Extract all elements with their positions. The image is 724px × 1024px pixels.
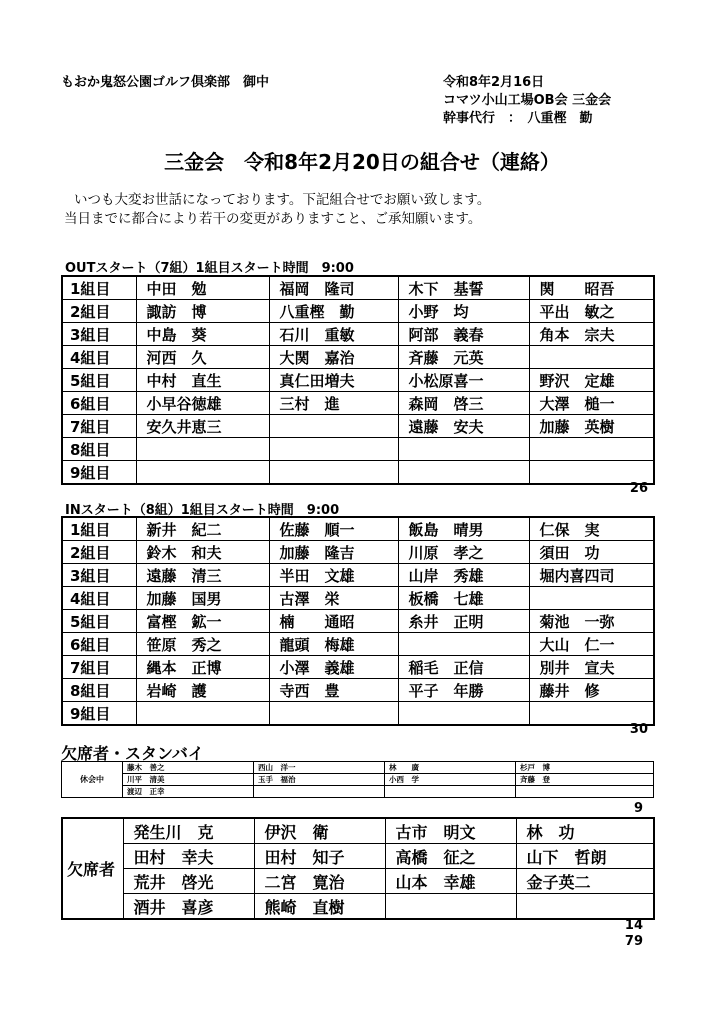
table-row bbox=[62, 633, 654, 656]
group-label: 8組目 bbox=[62, 438, 136, 461]
player-cell: 堀内喜四司 bbox=[529, 564, 654, 587]
player-cell: 佐藤 順一 bbox=[269, 517, 398, 541]
player-cell: 飯島 晴男 bbox=[398, 517, 529, 541]
player-cell: 板橋 七雄 bbox=[398, 587, 529, 610]
out-pairing-table bbox=[61, 275, 655, 485]
out-count: 26 bbox=[629, 481, 648, 496]
player-cell: 大山 仁一 bbox=[529, 633, 654, 656]
standby-cell: 玉手 福治 bbox=[254, 774, 385, 786]
player-cell: 仁保 実 bbox=[529, 517, 654, 541]
table-row bbox=[62, 300, 654, 323]
player-cell bbox=[398, 461, 529, 485]
table-row bbox=[62, 438, 654, 461]
player-cell: 岩崎 護 bbox=[136, 679, 269, 702]
standby-cell: 川平 清美 bbox=[123, 774, 254, 786]
player-cell: 菊池 一弥 bbox=[529, 610, 654, 633]
player-cell bbox=[269, 415, 398, 438]
absent-cell: 酒井 喜彦 bbox=[123, 894, 254, 920]
absent-cell: 熊崎 直樹 bbox=[254, 894, 385, 920]
absent-cell bbox=[385, 894, 516, 920]
table-row bbox=[62, 323, 654, 346]
table-row bbox=[62, 346, 654, 369]
group-label: 4組目 bbox=[62, 587, 136, 610]
player-cell: 富樫 鉱一 bbox=[136, 610, 269, 633]
absent-cell bbox=[516, 894, 654, 920]
in-pairing-table bbox=[61, 516, 655, 726]
player-cell: 平子 年勝 bbox=[398, 679, 529, 702]
player-cell: 八重樫 勤 bbox=[269, 300, 398, 323]
table-row bbox=[62, 541, 654, 564]
out-caption: OUTスタート（7組）1組目スタート時間 9:00 bbox=[65, 261, 354, 276]
player-cell: 縄本 正博 bbox=[136, 656, 269, 679]
table-row bbox=[62, 610, 654, 633]
player-cell: 三村 進 bbox=[269, 392, 398, 415]
player-cell: 木下 基誓 bbox=[398, 276, 529, 300]
standby-cell: 小西 学 bbox=[385, 774, 516, 786]
group-label: 7組目 bbox=[62, 656, 136, 679]
group-label: 9組目 bbox=[62, 702, 136, 726]
player-cell: 鈴木 和夫 bbox=[136, 541, 269, 564]
intro-line-2: 当日までに都合により若干の変更がありますこと、ご承知願います。 bbox=[64, 211, 482, 227]
addressee: もおか鬼怒公園ゴルフ倶楽部 御中 bbox=[61, 75, 270, 90]
player-cell: 小野 均 bbox=[398, 300, 529, 323]
standby-count: 9 bbox=[633, 801, 643, 816]
page-title: 三金会 令和8年2月20日の組合せ（連絡） bbox=[164, 150, 560, 174]
player-cell: 石川 重敏 bbox=[269, 323, 398, 346]
standby-cell: 斉藤 登 bbox=[516, 774, 654, 786]
absent-label: 欠席者 bbox=[62, 818, 123, 919]
player-cell bbox=[398, 702, 529, 726]
absent-cell: 高橋 征之 bbox=[385, 844, 516, 869]
table-row bbox=[62, 786, 654, 798]
player-cell: 森岡 啓三 bbox=[398, 392, 529, 415]
player-cell bbox=[136, 461, 269, 485]
absent-cell: 金子英二 bbox=[516, 869, 654, 894]
player-cell: 笹原 秀之 bbox=[136, 633, 269, 656]
table-row bbox=[62, 276, 654, 300]
table-row bbox=[62, 774, 654, 786]
organizer: 幹事代行 ： 八重樫 勤 bbox=[443, 111, 593, 126]
player-cell bbox=[269, 702, 398, 726]
player-cell: 加藤 国男 bbox=[136, 587, 269, 610]
absent-table bbox=[61, 817, 655, 920]
player-cell: 小澤 義雄 bbox=[269, 656, 398, 679]
table-row bbox=[62, 564, 654, 587]
standby-cell: 林 廣 bbox=[385, 762, 516, 774]
player-cell: 別井 宣夫 bbox=[529, 656, 654, 679]
table-row bbox=[62, 392, 654, 415]
player-cell: 新井 紀二 bbox=[136, 517, 269, 541]
player-cell bbox=[136, 438, 269, 461]
group-label: 5組目 bbox=[62, 610, 136, 633]
player-cell: 中田 勉 bbox=[136, 276, 269, 300]
absent-cell: 荒井 啓光 bbox=[123, 869, 254, 894]
absent-count: 14 bbox=[624, 918, 643, 933]
standby-cell: 杉戸 博 bbox=[516, 762, 654, 774]
player-cell bbox=[269, 438, 398, 461]
player-cell: 野沢 定雄 bbox=[529, 369, 654, 392]
table-row bbox=[62, 415, 654, 438]
issue-date: 令和8年2月16日 bbox=[443, 75, 545, 90]
standby-cell: 西山 洋一 bbox=[254, 762, 385, 774]
player-cell: 須田 功 bbox=[529, 541, 654, 564]
player-cell: 楠 通昭 bbox=[269, 610, 398, 633]
group-label: 6組目 bbox=[62, 633, 136, 656]
in-count: 30 bbox=[629, 722, 648, 737]
player-cell: 山岸 秀雄 bbox=[398, 564, 529, 587]
player-cell: 川原 孝之 bbox=[398, 541, 529, 564]
table-row bbox=[62, 894, 654, 920]
group-label: 7組目 bbox=[62, 415, 136, 438]
player-cell bbox=[398, 633, 529, 656]
table-row bbox=[62, 369, 654, 392]
table-row bbox=[62, 844, 654, 869]
group-label: 6組目 bbox=[62, 392, 136, 415]
group-label: 8組目 bbox=[62, 679, 136, 702]
player-cell: 角本 宗夫 bbox=[529, 323, 654, 346]
player-cell: 藤井 修 bbox=[529, 679, 654, 702]
player-cell bbox=[529, 346, 654, 369]
player-cell: 遠藤 清三 bbox=[136, 564, 269, 587]
table-row bbox=[62, 762, 654, 774]
table-row bbox=[62, 517, 654, 541]
kyukai-table bbox=[61, 761, 654, 798]
absent-cell: 田村 知子 bbox=[254, 844, 385, 869]
player-cell: 大澤 槌一 bbox=[529, 392, 654, 415]
absent-cell: 田村 幸夫 bbox=[123, 844, 254, 869]
player-cell: 遠藤 安夫 bbox=[398, 415, 529, 438]
player-cell: 加藤 英樹 bbox=[529, 415, 654, 438]
absent-cell: 伊沢 衛 bbox=[254, 818, 385, 844]
intro-line-1: いつも大変お世話になっております。下記組合せでお願い致します。 bbox=[74, 192, 491, 208]
group-label: 2組目 bbox=[62, 541, 136, 564]
standby-title: 欠席者・スタンバイ bbox=[61, 744, 204, 763]
group-label: 9組目 bbox=[62, 461, 136, 485]
player-cell: 小早谷徳雄 bbox=[136, 392, 269, 415]
player-cell: 斉藤 元英 bbox=[398, 346, 529, 369]
player-cell: 稲毛 正信 bbox=[398, 656, 529, 679]
player-cell: 寺西 豊 bbox=[269, 679, 398, 702]
table-row bbox=[62, 656, 654, 679]
standby-cell: 藤木 善之 bbox=[123, 762, 254, 774]
standby-cell bbox=[385, 786, 516, 798]
player-cell: 安久井恵三 bbox=[136, 415, 269, 438]
group-label: 1組目 bbox=[62, 517, 136, 541]
group-label: 3組目 bbox=[62, 564, 136, 587]
player-cell bbox=[529, 587, 654, 610]
player-cell: 関 昭吾 bbox=[529, 276, 654, 300]
absent-cell: 林 功 bbox=[516, 818, 654, 844]
organization: コマツ小山工場OB会 三金会 bbox=[443, 93, 612, 108]
table-row bbox=[62, 461, 654, 485]
group-label: 4組目 bbox=[62, 346, 136, 369]
player-cell: 諏訪 博 bbox=[136, 300, 269, 323]
player-cell: 福岡 隆司 bbox=[269, 276, 398, 300]
table-row bbox=[62, 679, 654, 702]
player-cell bbox=[398, 438, 529, 461]
player-cell: 小松原喜一 bbox=[398, 369, 529, 392]
player-cell: 加藤 隆吉 bbox=[269, 541, 398, 564]
player-cell: 大関 嘉治 bbox=[269, 346, 398, 369]
absent-cell: 古市 明文 bbox=[385, 818, 516, 844]
standby-cell bbox=[516, 786, 654, 798]
in-caption: INスタート（8組）1組目スタート時間 9:00 bbox=[65, 503, 340, 518]
standby-cell: 渡辺 正幸 bbox=[123, 786, 254, 798]
player-cell bbox=[529, 438, 654, 461]
group-label: 1組目 bbox=[62, 276, 136, 300]
absent-cell: 二宮 寛治 bbox=[254, 869, 385, 894]
grand-total: 79 bbox=[624, 934, 643, 949]
player-cell: 河西 久 bbox=[136, 346, 269, 369]
group-label: 3組目 bbox=[62, 323, 136, 346]
table-row bbox=[62, 818, 654, 844]
player-cell bbox=[136, 702, 269, 726]
table-row bbox=[62, 869, 654, 894]
kyukai-label: 休会中 bbox=[62, 762, 123, 798]
player-cell: 阿部 義春 bbox=[398, 323, 529, 346]
table-row bbox=[62, 702, 654, 726]
table-row bbox=[62, 587, 654, 610]
player-cell: 中島 葵 bbox=[136, 323, 269, 346]
player-cell bbox=[269, 461, 398, 485]
standby-cell bbox=[254, 786, 385, 798]
player-cell: 糸井 正明 bbox=[398, 610, 529, 633]
absent-cell: 山本 幸雄 bbox=[385, 869, 516, 894]
absent-cell: 山下 哲朗 bbox=[516, 844, 654, 869]
player-cell: 古澤 栄 bbox=[269, 587, 398, 610]
player-cell: 平出 敏之 bbox=[529, 300, 654, 323]
player-cell: 半田 文雄 bbox=[269, 564, 398, 587]
player-cell: 真仁田増夫 bbox=[269, 369, 398, 392]
group-label: 2組目 bbox=[62, 300, 136, 323]
absent-cell: 発生川 克 bbox=[123, 818, 254, 844]
player-cell: 中村 直生 bbox=[136, 369, 269, 392]
player-cell: 龍頭 梅雄 bbox=[269, 633, 398, 656]
group-label: 5組目 bbox=[62, 369, 136, 392]
